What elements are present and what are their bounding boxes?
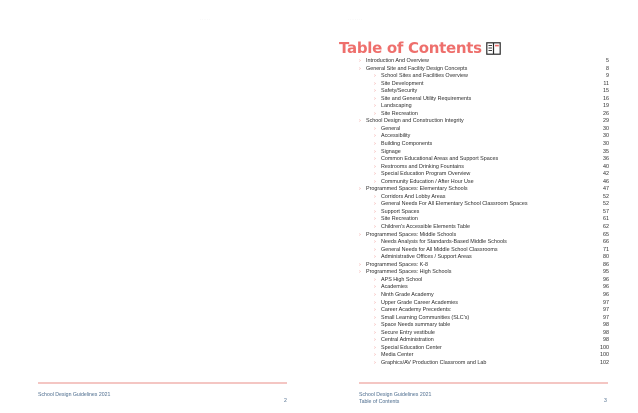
toc-entry-label: Landscaping <box>381 103 412 110</box>
toc-entry[interactable] <box>359 232 609 240</box>
toc-entry-page: 42 <box>603 171 609 178</box>
chevron-right-icon: › <box>359 58 361 64</box>
toc-entry[interactable] <box>359 322 609 330</box>
chevron-right-icon: › <box>359 261 361 268</box>
toc-entry[interactable] <box>359 58 609 66</box>
chevron-right-icon: › <box>374 208 376 215</box>
chevron-right-icon: › <box>374 193 376 200</box>
toc-entry-label: Career Academy Precedents: <box>381 307 452 314</box>
toc-entry-label: Special Education Program Overview <box>381 171 471 178</box>
toc-entry-page: 100 <box>600 344 609 351</box>
toc-entry-label: Safety/Security <box>381 88 418 95</box>
chevron-right-icon: › <box>374 299 376 306</box>
toc-entry[interactable] <box>359 360 609 368</box>
chevron-right-icon: › <box>374 125 376 132</box>
toc-entry-label: Programmed Spaces: Elementary Schools <box>366 186 468 193</box>
chevron-right-icon: › <box>374 103 376 110</box>
toc-entry-label: Accessibility <box>381 133 411 140</box>
toc-entry[interactable] <box>359 315 609 323</box>
toc-entry-page: 97 <box>603 299 609 306</box>
toc-entry[interactable] <box>359 126 609 134</box>
toc-entry-page: 97 <box>603 314 609 321</box>
chevron-right-icon: › <box>359 118 361 125</box>
toc-entry-label: Space Needs summary table <box>381 322 451 329</box>
toc-entry-page: 52 <box>603 201 609 208</box>
toc-entry-label: Common Educational Areas and Support Spaces <box>381 156 499 163</box>
toc-entry-page: 30 <box>603 125 609 132</box>
toc-entry-page: 35 <box>603 148 609 155</box>
page-number: 3 <box>604 398 607 404</box>
toc-entry-label: Ninth Grade Academy <box>381 291 434 298</box>
chevron-right-icon: › <box>374 291 376 298</box>
toc-entry-page: 36 <box>603 156 609 163</box>
toc-entry[interactable] <box>359 284 609 292</box>
toc-entry[interactable] <box>359 307 609 315</box>
chevron-right-icon: › <box>374 239 376 246</box>
toc-entry-label: Programmed Spaces: Middle Schools <box>366 231 457 238</box>
toc-entry-page: 98 <box>603 337 609 344</box>
toc-entry[interactable] <box>359 171 609 179</box>
toc-entry-page: 96 <box>603 291 609 298</box>
footer-rule <box>359 382 608 384</box>
toc-entry-page: 100 <box>600 352 609 359</box>
toc-entry-label: School Sites and Facilities Overview <box>381 73 468 80</box>
toc-entry-page: 71 <box>603 246 609 253</box>
footer-title: School Design Guidelines 2021 <box>359 392 432 398</box>
toc-heading <box>339 39 501 57</box>
toc-entry[interactable] <box>359 73 609 81</box>
chevron-right-icon: › <box>374 224 376 231</box>
chevron-right-icon: › <box>374 359 376 366</box>
toc-entry[interactable] <box>359 239 609 247</box>
toc-entry-page: 46 <box>603 178 609 185</box>
toc-entry[interactable] <box>359 81 609 89</box>
toc-entry[interactable] <box>359 224 609 232</box>
toc-entry-page: 15 <box>603 88 609 95</box>
toc-entry-page: 30 <box>603 141 609 148</box>
chevron-right-icon: › <box>374 133 376 140</box>
chevron-right-icon: › <box>374 141 376 148</box>
toc-entry-label: Needs Analysis for Standards-Based Middle Schools <box>381 239 507 246</box>
chevron-right-icon: › <box>374 156 376 163</box>
chevron-right-icon: › <box>374 73 376 80</box>
toc-entry[interactable] <box>359 179 609 187</box>
toc-entry-label: Site Development <box>381 80 424 87</box>
toc-entry-label: APS High School <box>381 276 423 283</box>
chevron-right-icon: › <box>374 216 376 223</box>
toc-entry[interactable] <box>359 352 609 360</box>
toc-entry[interactable] <box>359 345 609 353</box>
running-header: · · · · · <box>200 17 211 21</box>
chevron-right-icon: › <box>374 276 376 283</box>
toc-entry[interactable] <box>359 254 609 262</box>
toc-entry[interactable] <box>359 201 609 209</box>
toc-entry[interactable] <box>359 156 609 164</box>
toc-entry[interactable] <box>359 194 609 202</box>
toc-entry-page: 95 <box>603 269 609 276</box>
chevron-right-icon: › <box>374 88 376 95</box>
toc-entry-page: 11 <box>603 80 609 87</box>
chevron-right-icon: › <box>374 95 376 102</box>
chevron-right-icon: › <box>374 110 376 117</box>
toc-entry-label: Restrooms and Drinking Fountains <box>381 163 464 170</box>
toc-entry[interactable] <box>359 66 609 74</box>
toc-entry-page: 97 <box>603 307 609 314</box>
toc-entry-label: Building Components <box>381 141 433 148</box>
chevron-right-icon: › <box>374 246 376 253</box>
toc-entry[interactable] <box>359 262 609 270</box>
toc-entry[interactable] <box>359 247 609 255</box>
toc-entry-label: Site Recreation <box>381 216 418 223</box>
toc-entry-page: 96 <box>603 284 609 291</box>
toc-entry-page: 102 <box>600 359 609 366</box>
toc-entry-label: Community Education / After Hour Use <box>381 178 474 185</box>
toc-entry-label: Site and General Utility Requirements <box>381 95 472 102</box>
toc-entry[interactable] <box>359 269 609 277</box>
toc-entry-page: 80 <box>603 254 609 261</box>
toc-entry-label: Media Center <box>381 352 414 359</box>
chevron-right-icon: › <box>359 269 361 276</box>
toc-entry-page: 61 <box>603 216 609 223</box>
chevron-right-icon: › <box>374 344 376 351</box>
toc-entry[interactable] <box>359 118 609 126</box>
toc-entry-page: 47 <box>603 186 609 193</box>
page-title: Table of Contents <box>339 39 482 57</box>
chevron-right-icon: › <box>359 231 361 238</box>
toc-entry-label: Programmed Spaces: High Schools <box>366 269 452 276</box>
toc-entry-page: 40 <box>603 163 609 170</box>
toc-entry-label: Support Spaces <box>381 208 420 215</box>
toc-entry-page: 8 <box>606 65 609 72</box>
toc-entry[interactable] <box>359 141 609 149</box>
toc-entry[interactable] <box>359 133 609 141</box>
chevron-right-icon: › <box>374 201 376 208</box>
toc-entry-label: Upper Grade Career Academies <box>381 299 459 306</box>
toc-entry-label: Signage <box>381 148 401 155</box>
toc-entry[interactable] <box>359 96 609 104</box>
toc-entry-label: Secure Entry vestibule <box>381 329 435 336</box>
chevron-right-icon: › <box>374 314 376 321</box>
footer-title: School Design Guidelines 2021 <box>38 392 111 398</box>
toc-entry[interactable] <box>359 330 609 338</box>
chevron-right-icon: › <box>374 80 376 87</box>
toc-entry[interactable] <box>359 88 609 96</box>
toc-entry-page: 98 <box>603 322 609 329</box>
toc-entry-page: 52 <box>603 193 609 200</box>
chevron-right-icon: › <box>374 178 376 185</box>
chevron-right-icon: › <box>374 307 376 314</box>
toc-entry[interactable] <box>359 216 609 224</box>
toc-entry-page: 86 <box>603 261 609 268</box>
toc-entry-label: Central Administration <box>381 337 434 344</box>
toc-entry[interactable] <box>359 337 609 345</box>
toc-entry[interactable] <box>359 103 609 111</box>
right-page <box>319 0 638 413</box>
toc-entry[interactable] <box>359 292 609 300</box>
toc-entry-page: 62 <box>603 224 609 231</box>
chevron-right-icon: › <box>374 352 376 359</box>
chevron-right-icon: › <box>374 337 376 344</box>
chevron-right-icon: › <box>374 254 376 261</box>
toc-entry[interactable] <box>359 149 609 157</box>
toc-entry-label: Children's Accessible Elements Table <box>381 224 471 231</box>
open-book-icon <box>486 42 501 55</box>
toc-entry-page: 57 <box>603 208 609 215</box>
chevron-right-icon: › <box>374 322 376 329</box>
toc-entry[interactable] <box>359 300 609 308</box>
toc-entry[interactable] <box>359 164 609 172</box>
toc-entry[interactable] <box>359 209 609 217</box>
toc-entry-page: 5 <box>606 58 609 64</box>
toc-entry-page: 30 <box>603 133 609 140</box>
chevron-right-icon: › <box>359 186 361 193</box>
toc-entry-label: General <box>381 125 401 132</box>
toc-entry[interactable] <box>359 111 609 119</box>
chevron-right-icon: › <box>374 329 376 336</box>
toc-entry-page: 16 <box>603 95 609 102</box>
toc-entry-page: 9 <box>606 73 609 80</box>
chevron-right-icon: › <box>374 148 376 155</box>
toc-entry-label: Introduction And Overview <box>366 58 429 64</box>
chevron-right-icon: › <box>359 65 361 72</box>
toc-entry-page: 65 <box>603 231 609 238</box>
toc-entry-label: General Needs for All Middle School Classrooms <box>381 246 498 253</box>
toc-entry-label: Graphics/AV Production Classroom and Lab <box>381 359 487 366</box>
toc-entry-label: Programmed Spaces: K-8 <box>366 261 429 268</box>
chevron-right-icon: › <box>374 171 376 178</box>
toc-entry-page: 66 <box>603 239 609 246</box>
toc-entry-page: 96 <box>603 276 609 283</box>
toc-entry-label: Small Learning Communities (SLC's) <box>381 314 470 321</box>
toc-entry-label: Corridors And Lobby Areas <box>381 193 446 200</box>
footer-rule <box>38 382 287 384</box>
toc-entry-label: Administrative Offices / Support Areas <box>381 254 472 261</box>
toc-entry-label: Academies <box>381 284 408 291</box>
chevron-right-icon: › <box>374 163 376 170</box>
toc-entry-page: 26 <box>603 110 609 117</box>
footer-block <box>359 392 431 406</box>
page-number: 2 <box>284 398 287 404</box>
toc-entry-page: 98 <box>603 329 609 336</box>
footer-subtitle: Table of Contents <box>359 399 400 405</box>
toc-entry-label: Site Recreation <box>381 110 418 117</box>
chevron-right-icon: › <box>374 284 376 291</box>
toc-list <box>359 58 609 367</box>
toc-entry[interactable] <box>359 277 609 285</box>
toc-entry-page: 29 <box>603 118 609 125</box>
toc-entry[interactable] <box>359 186 609 194</box>
toc-entry-label: School Design and Construction Integrity <box>366 118 464 125</box>
toc-entry-label: General Site and Facility Design Concepts <box>366 65 468 72</box>
toc-entry-label: Special Education Center <box>381 344 442 351</box>
toc-entry-label: General Needs For All Elementary School Classroom Spaces <box>381 201 528 208</box>
running-header: · · · · · · · <box>348 17 363 21</box>
toc-entry-page: 19 <box>603 103 609 110</box>
